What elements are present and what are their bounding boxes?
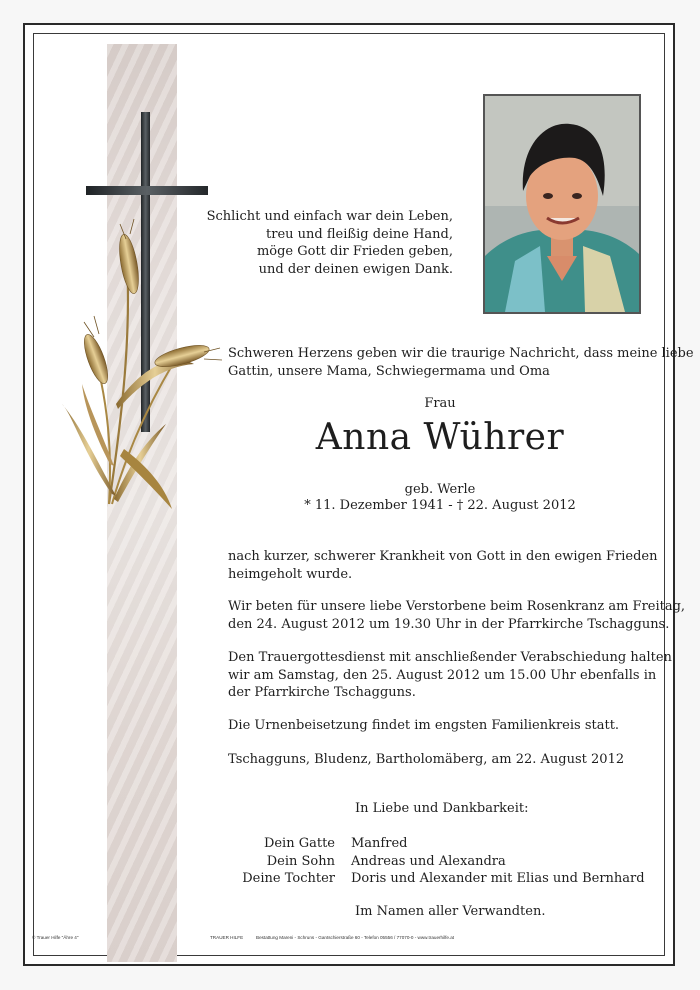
paragraph-line: Wir beten für unsere liebe Verstorbene beim Rosenkranz am Freitag, [228,599,686,614]
footer-right: Bestattung Mareni - Schruns - Gantschierstraße 60 - Telefon 05556 / 77070-0 - www.trauerhilfe.at [256,935,455,940]
deceased-name: Anna Wührer [315,417,565,458]
paragraph-line: den 24. August 2012 um 19.30 Uhr in der Pfarrkirche Tschagguns. [228,616,670,632]
poem-line: und der deinen ewigen Dank. [258,261,453,277]
family-relation: Dein Sohn [266,853,335,869]
intro-line: Gattin, unsere Mama, Schwiegermama und Oma [228,363,550,379]
family-list [230,835,645,888]
paragraph-line: nach kurzer, schwerer Krankheit von Gott in den ewigen Frieden [228,549,658,564]
paragraph-line: heimgeholt wurde. [228,566,353,582]
family-names: Manfred [351,836,408,851]
paragraph [228,649,672,702]
paragraph-line: der Pfarrkirche Tschagguns. [228,685,416,700]
maiden-name: geb. Werle [404,482,476,497]
portrait-image [485,96,639,312]
poem-line: Schlicht und einfach war dein Leben, [206,209,453,224]
intro-text [228,345,694,380]
paragraph [228,717,619,735]
salutation: Frau [424,396,456,411]
cross-horizontal [86,186,208,195]
footer-left: © Trauer Hilfe "Ähre 4" [32,935,79,940]
paragraph [228,548,658,583]
closing-line: In Liebe und Dankbarkeit: [355,801,529,816]
family-names: Andreas und Alexandra [351,853,506,869]
family-names: Doris und Alexander mit Elias und Bernhard [351,871,645,886]
poem-line: möge Gott dir Frieden geben, [256,244,453,259]
family-row [230,870,645,888]
signoff: Im Namen aller Verwandten. [355,904,546,919]
poem [207,208,453,278]
paragraph-line: Die Urnenbeisetzung findet im engsten Familienkreis statt. [228,718,620,733]
intro-line: Schweren Herzens geben wir die traurige Nachricht, dass meine liebe [228,346,694,361]
family-row [230,853,645,871]
life-dates: * 11. Dezember 1941 - † 22. August 2012 [304,498,576,513]
cross-with-wheat-icon [54,104,224,524]
paragraph-line: Den Trauergottesdienst mit anschließender Verabschiedung halten [228,650,672,665]
family-row [230,835,645,853]
paragraph [228,598,685,633]
footer-middle: TRAUER HILFE [210,935,244,940]
poem-line: treu und fleißig deine Hand, [266,226,453,242]
paragraph [228,751,624,769]
paragraph-line: wir am Samstag, den 25. August 2012 um 15.00 Uhr ebenfalls in [228,667,657,683]
family-relation: Dein Gatte [263,836,335,851]
family-relation: Deine Tochter [242,871,335,886]
paragraph-line: Tschagguns, Bludenz, Bartholomäberg, am 22. August 2012 [228,752,625,767]
portrait-photo [483,94,641,314]
